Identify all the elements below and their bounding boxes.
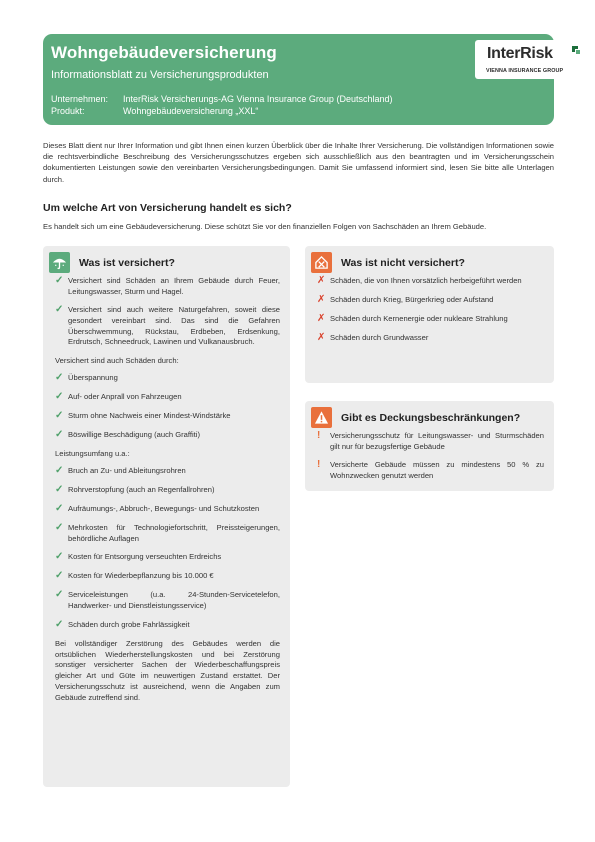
list-item: ✓ Rohrverstopfung (auch an Regenfallrohren) <box>55 484 215 496</box>
warning-icon <box>311 407 332 428</box>
section-question: Um welche Art von Versicherung handelt es sich? <box>43 202 292 214</box>
list-item: ! Versicherte Gebäude müssen zu mindestens 50 % zu Wohnzwecken genutzt werden <box>317 459 544 481</box>
exclamation-icon: ! <box>317 459 321 471</box>
list-item: ✓ Aufräumungs-, Abbruch-, Bewegungs- und Schutzkosten <box>55 503 260 515</box>
list-item: ✓ Versichert sind auch weitere Naturgefahren, soweit diese gesondert vereinbart sind. Das sind die Gefahren Überschwemmung, Rückstau, Erdbeben, Erdsenkung, Erdrutsch, Schneedruck, Lawinen und Vulkanausbruch. <box>55 304 280 347</box>
check-icon: ✓ <box>55 521 64 533</box>
check-icon: ✓ <box>55 372 64 384</box>
not-insured-list <box>317 276 544 352</box>
section-lead: Es handelt sich um eine Gebäudeversicherung. Diese schützt Sie vor den finanziellen Folgen von Sachschäden an Ihrem Gebäude. <box>43 222 487 231</box>
cross-icon: ✗ <box>317 293 326 305</box>
list-item: ✓ Kosten für Entsorgung verseuchten Erdreichs <box>55 551 222 563</box>
exclamation-icon: ! <box>317 430 321 441</box>
list-item: ✗ Schäden durch Krieg, Bürgerkrieg oder Aufstand <box>317 293 494 305</box>
logo-brand: InterRisk <box>487 45 553 62</box>
product-value: Wohngebäudeversicherung „XXL“ <box>123 105 259 116</box>
insured-list <box>55 276 280 704</box>
check-icon: ✓ <box>55 304 64 316</box>
restrictions-panel <box>305 401 554 491</box>
check-icon: ✓ <box>55 465 64 477</box>
check-icon: ✓ <box>55 410 64 422</box>
restrictions-list <box>317 431 544 490</box>
list-item: ✓ Serviceleistungen (u.a. 24-Stunden-Servicetelefon, Handwerker- und Dienstleistungsservice) <box>55 589 280 610</box>
list-item: ! Versicherungsschutz für Leitungswasser- und Sturmschäden gilt nur für bezugsfertige Gebäude <box>317 430 544 451</box>
not-insured-title: Was ist nicht versichert? <box>341 256 465 269</box>
list-item: ✗ Schäden, die von Ihnen vorsätzlich herbeigeführt werden <box>317 275 522 286</box>
company-value: InterRisk Versicherungs-AG Vienna Insurance Group (Deutschland) <box>123 94 393 104</box>
list-item: ✓ Kosten für Wiederbepflanzung bis 10.000 € <box>55 570 214 582</box>
list-item: ✓ Böswillige Beschädigung (auch Graffiti) <box>55 429 200 441</box>
list-item: ✗ Schäden durch Kernenergie oder nukleare Strahlung <box>317 312 508 324</box>
list-item: ✗ Schäden durch Grundwasser <box>317 331 429 343</box>
page-title: Wohngebäudeversicherung <box>51 43 277 62</box>
scope-heading: Leistungsumfang u.a.: <box>55 449 130 459</box>
cross-icon: ✗ <box>317 331 326 343</box>
insured-panel-header <box>49 252 175 273</box>
header-banner <box>43 34 564 125</box>
list-item: ✓ Sturm ohne Nachweis einer Mindest-Windstärke <box>55 410 231 422</box>
page-subtitle: Informationsblatt zu Versicherungsprodukten <box>51 69 269 81</box>
not-insured-panel <box>305 246 554 383</box>
cross-icon: ✗ <box>317 312 326 324</box>
list-item: ✓ Schäden durch grobe Fahrlässigkeit <box>55 618 190 630</box>
product-meta <box>51 94 392 117</box>
check-icon: ✓ <box>55 429 64 441</box>
check-icon: ✓ <box>55 589 64 601</box>
broken-house-icon <box>311 252 332 273</box>
check-icon: ✓ <box>55 275 64 286</box>
list-item: ✓ Bruch an Zu- und Ableitungsrohren <box>55 465 186 477</box>
not-insured-panel-header <box>311 252 465 273</box>
check-icon: ✓ <box>55 618 64 630</box>
check-icon: ✓ <box>55 484 64 496</box>
intro-text: Dieses Blatt dient nur Ihrer Information und gibt Ihnen einen kurzen Überblick über die Inhalte Ihrer Versicherung. Die vollständigen Informationen sowie die rechtsverbindliche Beschreibung des Versicherungsschutzes ergeben sich ausschließlich aus den beantragten und im Versicherungsschein dokumentierten Leistungen sowie den vereinbarten Versicherungsbedingungen. Damit Sie umfassend informiert sind, lesen Sie bitte alle Unterlagen durch. <box>43 141 554 184</box>
check-icon: ✓ <box>55 551 64 563</box>
list-item: ✓ Mehrkosten für Technologiefortschritt, Preissteigerungen, behördliche Auflagen <box>55 521 280 543</box>
list-item: ✓ Versichert sind Schäden an Ihrem Gebäude durch Feuer, Leitungswasser, Sturm und Hagel. <box>55 275 280 296</box>
logo-tagline: VIENNA INSURANCE GROUP <box>486 68 564 74</box>
company-label: Unternehmen: <box>51 94 109 104</box>
company-logo <box>475 40 585 79</box>
closing-paragraph: Bei vollständiger Zerstörung des Gebäudes werden die ortsüblichen Wiederherstellungskosten und bei Zerstörung sonstiger versicherter Sachen der Wiederbeschaffungspreis gleicher Art und Güte im neuwertigen Zustand erstattet. Der Versicherungsschutz ist ausreichend, wenn die Angaben zum Gebäude zutreffend sind. <box>55 638 280 703</box>
cross-icon: ✗ <box>317 275 326 286</box>
list-item: ✓ Auf- oder Anprall von Fahrzeugen <box>55 391 182 403</box>
restrictions-panel-header <box>311 407 520 428</box>
insured-title: Was ist versichert? <box>79 256 175 269</box>
check-icon: ✓ <box>55 503 64 515</box>
check-icon: ✓ <box>55 391 64 403</box>
list-item: ✓ Überspannung <box>55 372 118 384</box>
restrictions-title: Gibt es Deckungsbeschränkungen? <box>341 411 521 424</box>
check-icon: ✓ <box>55 570 64 582</box>
logo-mark-icon <box>572 46 581 55</box>
umbrella-icon <box>49 252 70 273</box>
also-insured-heading: Versichert sind auch Schäden durch: <box>55 356 179 366</box>
product-label: Produkt: <box>51 105 85 116</box>
insured-panel <box>43 246 290 787</box>
